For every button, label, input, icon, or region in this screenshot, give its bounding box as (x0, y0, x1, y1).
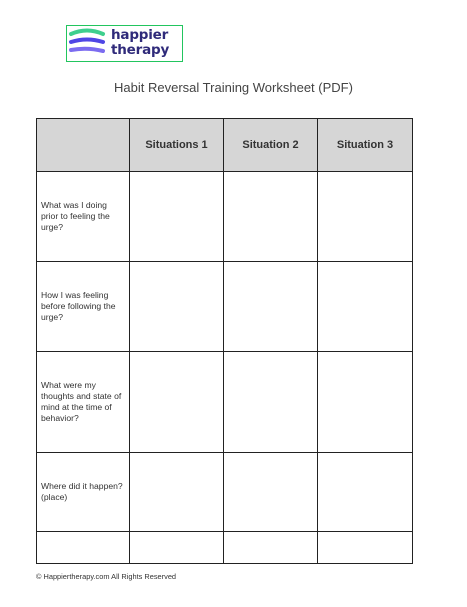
answer-cell[interactable] (130, 172, 224, 262)
answer-cell[interactable] (130, 262, 224, 352)
header-blank-cell (37, 119, 130, 172)
answer-cell[interactable] (224, 453, 318, 532)
logo-wordmark (111, 28, 169, 58)
answer-cell[interactable] (130, 532, 224, 564)
answer-cell[interactable] (318, 352, 413, 453)
table-row (37, 262, 413, 352)
table-row (37, 453, 413, 532)
worksheet-table (36, 118, 413, 564)
answer-cell[interactable] (318, 172, 413, 262)
row-question: What was I doing prior to feeling the urge? (37, 172, 130, 262)
answer-cell[interactable] (224, 352, 318, 453)
wave-logo-icon (67, 26, 111, 60)
header-row (37, 119, 413, 172)
table-row (37, 172, 413, 262)
happier-therapy-logo (66, 25, 183, 62)
table-row (37, 352, 413, 453)
answer-cell[interactable] (224, 262, 318, 352)
answer-cell[interactable] (224, 532, 318, 564)
answer-cell[interactable] (130, 453, 224, 532)
copyright-footer: © Happiertherapy.com All Rights Reserved (36, 572, 177, 581)
row-question (37, 532, 130, 564)
answer-cell[interactable] (318, 532, 413, 564)
row-question: How I was feeling before following the urge? (37, 262, 130, 352)
logo-line-1: happier (111, 27, 169, 43)
row-question: What were my thoughts and state of mind at the time of behavior? (37, 352, 130, 453)
column-header-situation-3: Situation 3 (318, 119, 413, 172)
column-header-situation-1: Situations 1 (130, 119, 224, 172)
row-question: Where did it happen? (place) (37, 453, 130, 532)
answer-cell[interactable] (130, 352, 224, 453)
answer-cell[interactable] (224, 172, 318, 262)
answer-cell[interactable] (318, 262, 413, 352)
logo-line-2: therapy (111, 42, 170, 58)
table-row (37, 532, 413, 564)
column-header-situation-2: Situation 2 (224, 119, 318, 172)
answer-cell[interactable] (318, 453, 413, 532)
worksheet-title: Habit Reversal Training Worksheet (PDF) (114, 80, 353, 95)
